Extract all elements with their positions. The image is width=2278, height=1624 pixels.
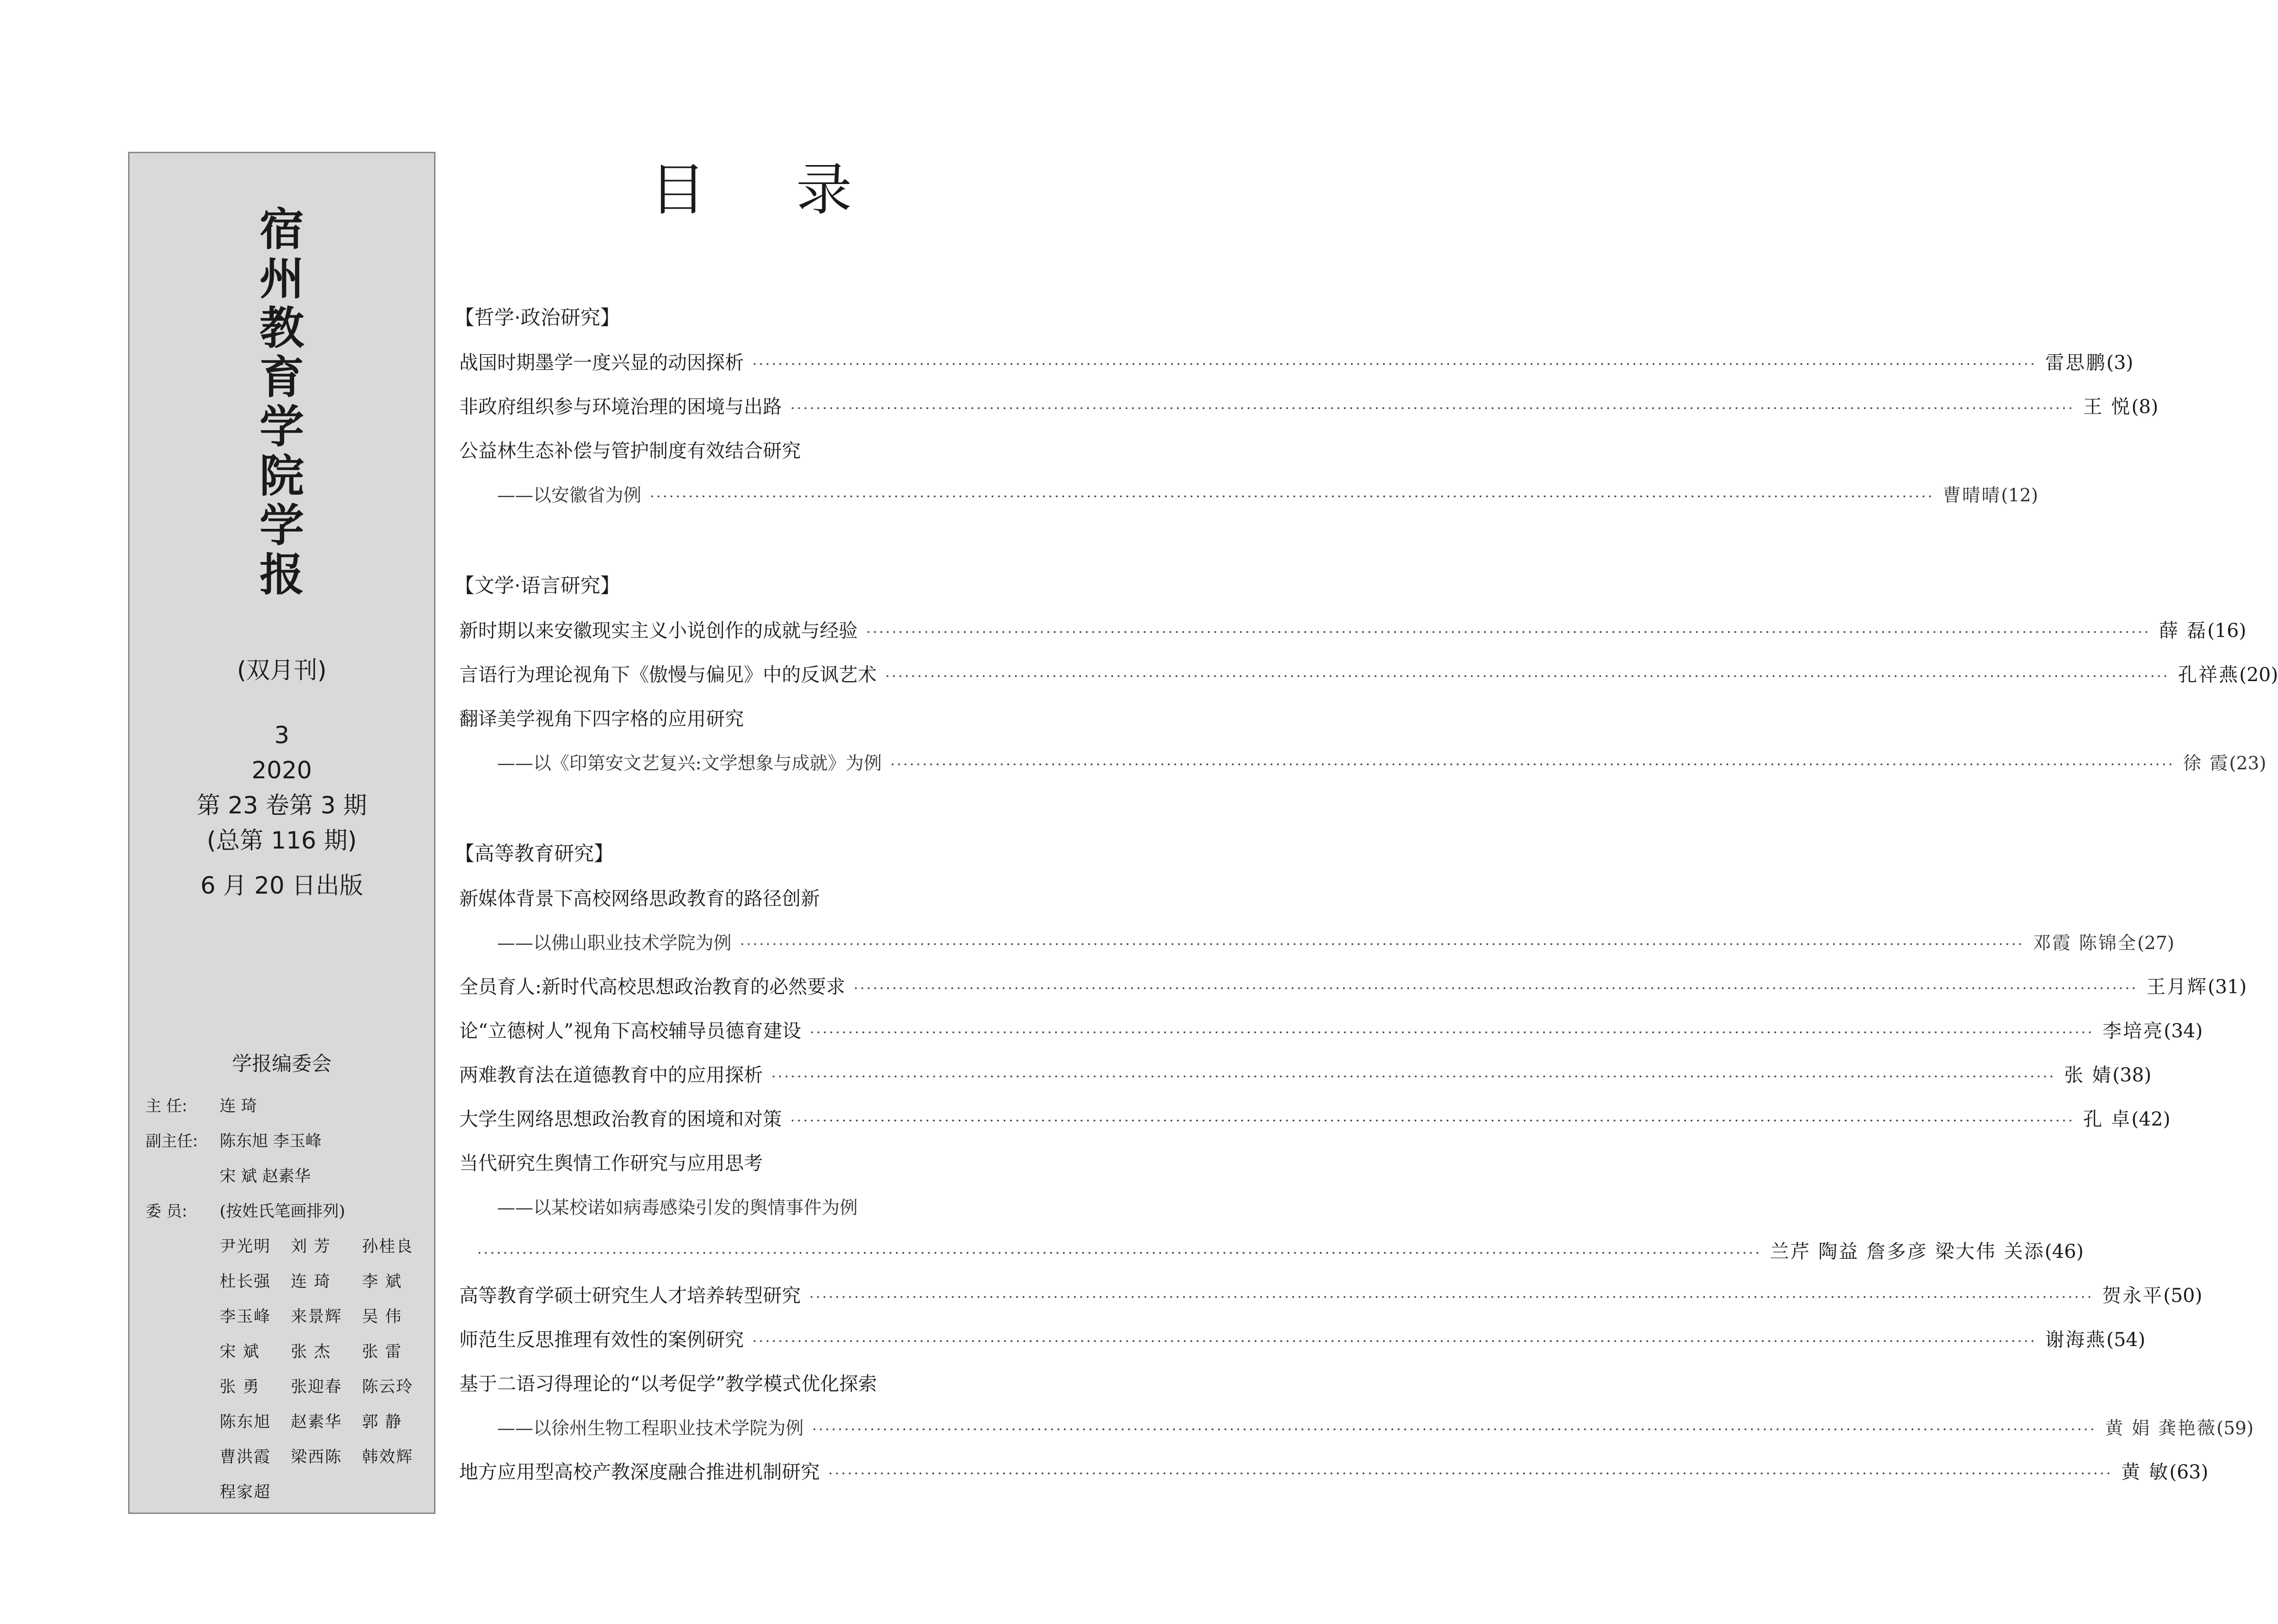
- toc-entry-subtitle: [497, 929, 2175, 957]
- leader-dots: ········································································································································································································: [752, 356, 2037, 373]
- member-name: 曹洪霞: [220, 1448, 271, 1467]
- journal-title-char: 学: [259, 401, 304, 453]
- entry-author: 徐 霞: [2183, 753, 2230, 774]
- issue-info: [130, 656, 434, 900]
- member-name: 赵素华: [291, 1412, 342, 1431]
- entry-page: (46): [2045, 1241, 2084, 1263]
- leader-dots: ········································································································································································································: [790, 1113, 2075, 1129]
- entry-page: (27): [2137, 932, 2175, 953]
- member-name: 郭 静: [362, 1412, 402, 1431]
- leader-dots: ········································································································································································································: [890, 757, 2175, 773]
- member-name: 韩效辉: [362, 1448, 413, 1467]
- entry-page: (54): [2106, 1329, 2146, 1351]
- member-row: [130, 1404, 434, 1439]
- member-name: 来景辉: [291, 1307, 342, 1326]
- entry-title: 新媒体背景下高校网络思政教育的路径创新: [459, 888, 820, 910]
- member-grid: [130, 1229, 434, 1510]
- leader-dots: ········································································································································································································: [477, 1245, 1762, 1262]
- entry-page: (12): [2001, 485, 2038, 506]
- leader-dots: ········································································································································································································: [740, 936, 2025, 953]
- member-name: 程家超: [220, 1483, 271, 1502]
- entry-author: 李培亮: [2102, 1020, 2164, 1042]
- entry-page: (63): [2169, 1461, 2209, 1483]
- toc-entry-subtitle: [497, 1414, 2254, 1442]
- toc-entry: [459, 1326, 2146, 1354]
- board-director-row: [130, 1089, 434, 1124]
- deputy-names: 陈东旭 李玉峰: [220, 1132, 322, 1151]
- member-name: 宋 斌: [220, 1342, 260, 1361]
- member-row: [130, 1369, 434, 1404]
- toc-title: 目录: [650, 157, 943, 222]
- member-row: [130, 1299, 434, 1334]
- entry-title: 大学生网络思想政治教育的困境和对策: [459, 1108, 782, 1130]
- member-name: 刘 芳: [291, 1237, 331, 1256]
- entry-title: 高等教育学硕士研究生人才培养转型研究: [459, 1285, 801, 1307]
- members-note: (按姓氏笔画排列): [220, 1202, 345, 1221]
- entry-title: ——以佛山职业技术学院为例: [497, 932, 732, 953]
- entry-page: (23): [2229, 753, 2267, 774]
- journal-title: [130, 205, 434, 600]
- toc-entry: [459, 437, 1089, 465]
- leader-dots: ········································································································································································································: [771, 1069, 2056, 1085]
- member-name: 梁西陈: [291, 1448, 342, 1467]
- entry-title: 论“立德树人”视角下高校辅导员德育建设: [459, 1020, 801, 1042]
- entry-page: (8): [2131, 396, 2158, 418]
- member-name: 孙桂良: [362, 1237, 413, 1256]
- entry-author: 张 婧: [2064, 1064, 2112, 1086]
- entry-title: 新时期以来安徽现实主义小说创作的成就与经验: [459, 620, 858, 642]
- entry-author: 王月辉: [2146, 976, 2208, 998]
- member-name: 连 琦: [291, 1272, 331, 1291]
- entry-author: 邓霞 陈锦全: [2033, 932, 2138, 953]
- member-name: 张 雷: [362, 1342, 402, 1361]
- entry-author: 王 悦: [2083, 396, 2131, 418]
- journal-title-char: 学: [259, 500, 304, 552]
- entry-page: (3): [2106, 352, 2133, 374]
- journal-title-char: 教: [259, 303, 304, 354]
- toc-entry: [459, 1149, 1089, 1178]
- toc-entry: [459, 349, 2133, 377]
- toc-entry-subtitle: [497, 749, 2267, 777]
- member-name: 陈云玲: [362, 1377, 413, 1396]
- issue-year: 2020: [251, 757, 312, 784]
- leader-dots: ········································································································································································································: [752, 1333, 2037, 1350]
- total-issue: (总第 116 期): [206, 827, 357, 854]
- entry-title: 当代研究生舆情工作研究与应用思考: [459, 1153, 763, 1174]
- entry-title: 战国时期墨学一度兴显的动因探析: [459, 352, 744, 374]
- director-label: 主 任:: [146, 1097, 187, 1115]
- toc-entry: [459, 661, 2278, 689]
- issue-number: 3: [274, 721, 289, 749]
- toc-entry: [459, 1370, 1089, 1398]
- entry-page: (34): [2164, 1020, 2203, 1042]
- member-row: [130, 1264, 434, 1299]
- entry-title: ——以某校诺如病毒感染引发的舆情事件为例: [497, 1197, 858, 1218]
- entry-title: ——以安徽省为例: [497, 485, 642, 506]
- leader-dots: ········································································································································································································: [809, 1289, 2094, 1306]
- member-name: 张 杰: [291, 1342, 331, 1361]
- director-name: 连 琦: [220, 1097, 257, 1116]
- toc-entry-subtitle: [497, 1193, 1089, 1222]
- section-heading: 【高等教育研究】: [454, 842, 614, 865]
- toc-entry: [459, 1282, 2203, 1310]
- entry-author: 贺永平: [2102, 1285, 2164, 1307]
- section-heading: 【哲学·政治研究】: [454, 306, 620, 329]
- entry-page: (20): [2239, 664, 2278, 686]
- entry-page: (59): [2216, 1418, 2254, 1439]
- entry-author: 孔祥燕: [2178, 664, 2240, 686]
- toc-entry-continuation: [469, 1237, 2084, 1266]
- toc-entry: [459, 1017, 2203, 1045]
- leader-dots: ········································································································································································································: [790, 400, 2075, 417]
- entry-page: (31): [2207, 976, 2247, 998]
- members-label: 委 员:: [146, 1202, 187, 1220]
- member-row: [130, 1229, 434, 1264]
- toc-entry: [459, 973, 2247, 1001]
- toc-entry: [459, 1061, 2152, 1089]
- member-name: 张 勇: [220, 1377, 260, 1396]
- entry-title: ——以《印第安文艺复兴:文学想象与成就》为例: [497, 753, 882, 774]
- toc-entry: [459, 1458, 2209, 1486]
- journal-title-char: 育: [259, 352, 304, 404]
- entry-title: 非政府组织参与环境治理的困境与出路: [459, 396, 782, 418]
- entry-title: 两难教育法在道德教育中的应用探析: [459, 1064, 763, 1086]
- entry-title: ——以徐州生物工程职业技术学院为例: [497, 1418, 804, 1439]
- entry-author: 兰芹 陶益 詹多彦 梁大伟 关添: [1770, 1241, 2045, 1263]
- member-name: 吴 伟: [362, 1307, 402, 1326]
- deputy-names: 宋 斌 赵素华: [220, 1167, 311, 1186]
- leader-dots: ········································································································································································································: [853, 980, 2138, 997]
- leader-dots: ········································································································································································································: [650, 489, 1935, 505]
- entry-page: (38): [2112, 1064, 2152, 1086]
- entry-author: 雷思鹏: [2045, 352, 2107, 374]
- entry-author: 薛 磊: [2159, 620, 2207, 642]
- journal-title-char: 州: [259, 253, 304, 305]
- journal-title-char: 报: [259, 549, 304, 601]
- entry-author: 孔 卓: [2083, 1108, 2131, 1130]
- publication-frequency: (双月刊): [237, 656, 327, 684]
- entry-title: 师范生反思推理有效性的案例研究: [459, 1329, 744, 1351]
- entry-title: 基于二语习得理论的“以考促学”教学模式优化探索: [459, 1373, 877, 1395]
- toc-entry: [459, 885, 1089, 913]
- entry-title: 翻译美学视角下四字格的应用研究: [459, 708, 744, 730]
- member-row: [130, 1439, 434, 1475]
- member-name: 张迎春: [291, 1377, 342, 1396]
- member-name: 尹光明: [220, 1237, 271, 1256]
- entry-title: 地方应用型高校产教深度融合推进机制研究: [459, 1461, 820, 1483]
- leader-dots: ········································································································································································································: [828, 1466, 2113, 1482]
- section-heading: 【文学·语言研究】: [454, 574, 620, 597]
- deputy-label: 副主任:: [146, 1132, 198, 1150]
- entry-title: 公益林生态补偿与管护制度有效结合研究: [459, 440, 801, 462]
- entry-author: 谢海燕: [2045, 1329, 2107, 1351]
- member-name: 李 斌: [362, 1272, 402, 1291]
- entry-title: 全员育人:新时代高校思想政治教育的必然要求: [459, 976, 845, 998]
- toc-entry: [459, 1105, 2171, 1134]
- member-row: [130, 1475, 434, 1510]
- entry-author: 曹晴晴: [1943, 485, 2001, 506]
- editorial-board: [130, 1050, 434, 1510]
- leader-dots: ········································································································································································································: [809, 1024, 2094, 1041]
- publication-date: 6 月 20 日出版: [200, 872, 363, 899]
- toc-entry: [459, 617, 2247, 645]
- journal-title-char: 宿: [259, 204, 304, 256]
- journal-title-char: 院: [259, 451, 304, 502]
- editorial-board-title: 学报编委会: [232, 1052, 332, 1075]
- board-deputy-row: [130, 1159, 434, 1194]
- leader-dots: ········································································································································································································: [885, 668, 2170, 685]
- entry-page: (16): [2207, 620, 2247, 642]
- entry-page: (42): [2131, 1108, 2171, 1130]
- board-members-row: [130, 1194, 434, 1229]
- entry-title: 言语行为理论视角下《傲慢与偏见》中的反讽艺术: [459, 664, 877, 686]
- toc-entry-subtitle: [497, 481, 2038, 509]
- board-deputy-row: [130, 1124, 434, 1159]
- entry-page: (50): [2163, 1285, 2203, 1307]
- member-name: 杜长强: [220, 1272, 271, 1291]
- member-name: 李玉峰: [220, 1307, 271, 1326]
- entry-author: 黄 敏: [2121, 1461, 2169, 1483]
- member-name: 陈东旭: [220, 1412, 271, 1431]
- member-row: [130, 1334, 434, 1369]
- leader-dots: ········································································································································································································: [866, 624, 2151, 641]
- entry-author: 黄 娟 龚艳薇: [2105, 1418, 2217, 1439]
- toc-entry: [459, 705, 1089, 733]
- leader-dots: ········································································································································································································: [812, 1421, 2097, 1438]
- volume-issue: 第 23 卷第 3 期: [196, 792, 367, 819]
- toc-entry: [459, 393, 2158, 421]
- journal-sidebar: [128, 152, 435, 1514]
